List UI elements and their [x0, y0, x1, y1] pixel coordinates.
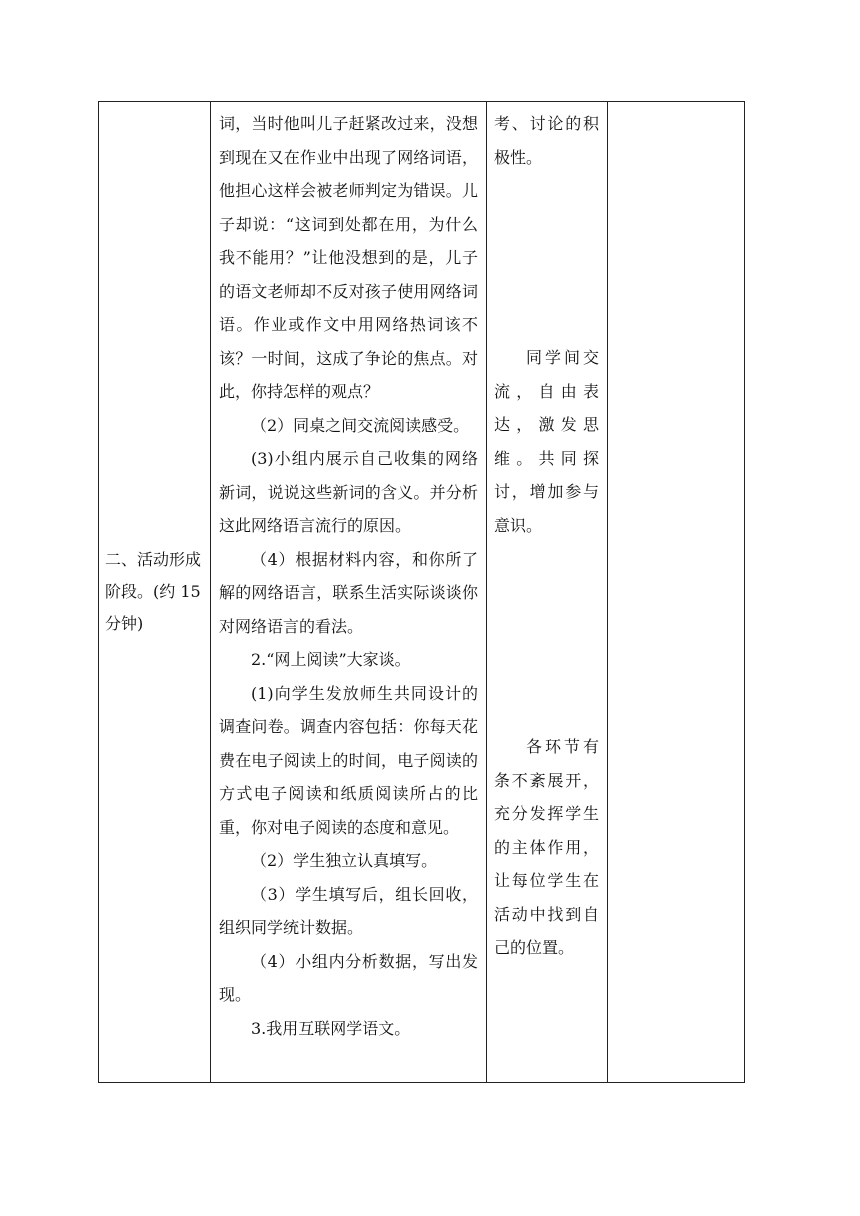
intent-paragraph: 考、讨论的积极性。: [494, 114, 599, 167]
content-paragraph: (1)向学生发放师生共同设计的调查问卷。调查内容包括：你每天花费在电子阅读上的时间，电子阅读的方式电子阅读和纸质阅读所占的比重，你对电子阅读的态度和意见。: [219, 683, 478, 837]
content-paragraph: （2）同桌之间交流阅读感受。: [251, 415, 470, 435]
lesson-plan-table: [98, 101, 745, 1083]
content-paragraph: (3)小组内展示自己收集的网络新词，说说这些新词的含义。并分析这此网络语言流行的原因。: [219, 449, 478, 535]
stage-label: 二、活动形成阶段。(约 15 分钟): [105, 550, 202, 633]
table-row: [99, 102, 745, 1083]
content-paragraph: （2）学生独立认真填写。: [251, 851, 438, 870]
content-paragraph: 3.我用互联网学语文。: [251, 1018, 411, 1038]
intent-paragraph: 各环节有条不紊展开，充分发挥学生的主体作用，让每位学生在活动中找到自己的位置。: [494, 737, 599, 957]
notes-cell: [608, 102, 745, 1083]
intent-paragraph: 同学间交流，自由表达，激发思维。共同探讨，增加参与意识。: [494, 348, 599, 535]
stage-cell: [99, 102, 211, 1083]
content-paragraph: （4）小组内分析数据，写出发现。: [219, 951, 478, 1004]
content-paragraph: （4）根据材料内容，和你所了解的网络语言，联系生活实际谈谈你对网络语言的看法。: [219, 549, 478, 636]
activity-content-cell: [211, 102, 487, 1083]
content-paragraph: 词，当时他叫儿子赶紧改过来，没想到现在又在作业中出现了网络词语，他担心这样会被老师判定为错误。儿子却说：“这词到处都在用，为什么我不能用？”让他没想到的是，儿子的语文老师却不反对孩子使用网络词语。作业或作文中用网络热词该不该？一时间，这成了争论的焦点。对此，你持怎样的观点？: [219, 114, 478, 401]
design-intent-cell: [487, 102, 608, 1083]
content-paragraph: （3）学生填写后，组长回收，组织同学统计数据。: [219, 884, 478, 937]
content-paragraph: 2.“网上阅读”大家谈。: [251, 650, 411, 669]
